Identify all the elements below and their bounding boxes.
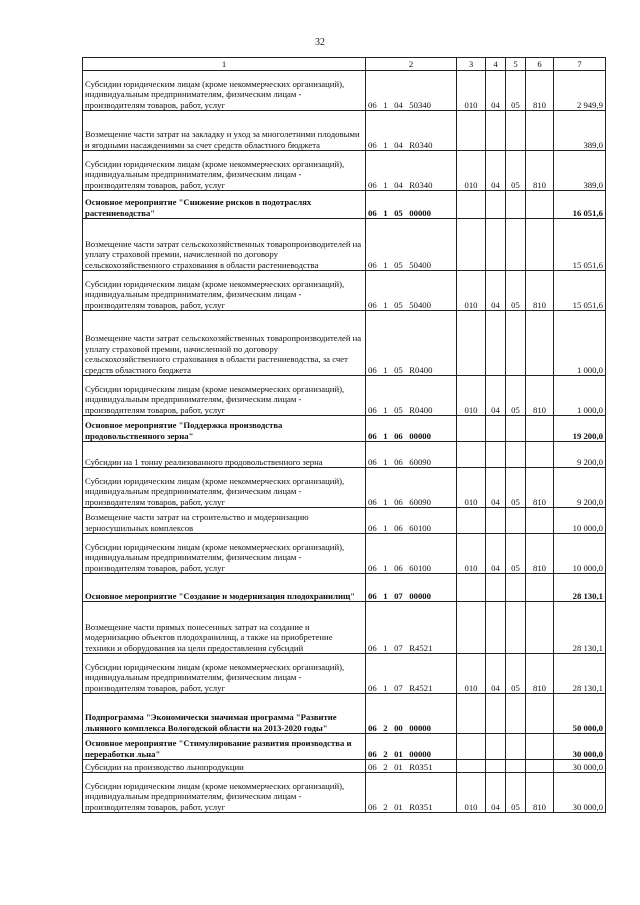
- row-col-3: [457, 111, 486, 151]
- row-col-4: 04: [486, 468, 506, 508]
- row-col-6: 810: [526, 376, 554, 416]
- row-col-5: 05: [506, 468, 526, 508]
- row-col-4: 04: [486, 71, 506, 111]
- row-amount: 1 000,0: [554, 311, 606, 376]
- row-name: Возмещение части прямых понесенных затрат на создание и модернизацию объектов плодохранилищ, а также на приобретение техники и оборудования на цели предоставления субсидий: [83, 602, 366, 654]
- row-col-6: [526, 442, 554, 468]
- row-col-6: [526, 191, 554, 219]
- table-row: [83, 508, 606, 534]
- row-col-3: 010: [457, 71, 486, 111]
- row-col-4: [486, 574, 506, 602]
- table-row: [83, 311, 606, 376]
- row-amount: 19 200,0: [554, 416, 606, 442]
- row-code: 06 2 01 R0351: [366, 760, 457, 773]
- row-col-5: [506, 734, 526, 760]
- row-col-6: 810: [526, 151, 554, 191]
- row-name: Возмещение части затрат на закладку и уход за многолетними плодовыми и ягодными насаждениями за счет средств областного бюджета: [83, 111, 366, 151]
- row-code: 06 1 05 R0400: [366, 311, 457, 376]
- row-col-4: [486, 111, 506, 151]
- row-name: Основное мероприятие "Стимулирование развития производства и переработки льна": [83, 734, 366, 760]
- row-name: Субсидии на производство льнопродукции: [83, 760, 366, 773]
- row-code: 06 1 07 R4521: [366, 602, 457, 654]
- table-row: [83, 442, 606, 468]
- row-col-4: [486, 508, 506, 534]
- row-code: 06 1 05 R0400: [366, 376, 457, 416]
- row-col-5: 05: [506, 376, 526, 416]
- row-col-3: 010: [457, 773, 486, 813]
- row-code: 06 1 04 R0340: [366, 111, 457, 151]
- row-col-3: [457, 694, 486, 734]
- row-col-5: [506, 191, 526, 219]
- header-col-6: 6: [526, 58, 554, 71]
- table-row: [83, 760, 606, 773]
- row-col-6: 810: [526, 468, 554, 508]
- row-code: 06 2 01 00000: [366, 734, 457, 760]
- row-col-6: [526, 111, 554, 151]
- row-col-6: 810: [526, 71, 554, 111]
- row-name: Субсидии юридическим лицам (кроме некоммерческих организаций), индивидуальным предпринимателям, физическим лицам - производителям товаров, работ, услуг: [83, 654, 366, 694]
- table-row: [83, 416, 606, 442]
- row-col-3: [457, 508, 486, 534]
- row-name: Субсидии юридическим лицам (кроме некоммерческих организаций), индивидуальным предпринимателям, физическим лицам - производителям товаров, работ, услуг: [83, 151, 366, 191]
- row-amount: 30 000,0: [554, 773, 606, 813]
- row-col-5: [506, 111, 526, 151]
- row-amount: 15 051,6: [554, 219, 606, 271]
- row-code: 06 1 05 50400: [366, 271, 457, 311]
- header-col-1: 1: [83, 58, 366, 71]
- row-col-5: 05: [506, 773, 526, 813]
- row-name: Субсидии юридическим лицам (кроме некоммерческих организаций), индивидуальным предпринимателям, физическим лицам - производителям товаров, работ, услуг: [83, 71, 366, 111]
- row-code: 06 1 04 R0340: [366, 151, 457, 191]
- row-amount: 28 130,1: [554, 574, 606, 602]
- row-code: 06 1 06 60100: [366, 508, 457, 534]
- row-col-3: [457, 416, 486, 442]
- row-amount: 9 200,0: [554, 442, 606, 468]
- row-col-3: 010: [457, 271, 486, 311]
- table-row: [83, 534, 606, 574]
- row-amount: 50 000,0: [554, 694, 606, 734]
- header-row: [83, 58, 606, 71]
- row-name: Субсидии юридическим лицам (кроме некоммерческих организаций), индивидуальным предпринимателям, физическим лицам - производителям товаров, работ, услуг: [83, 534, 366, 574]
- row-col-5: [506, 311, 526, 376]
- row-col-3: [457, 219, 486, 271]
- row-col-6: 810: [526, 271, 554, 311]
- row-col-5: [506, 694, 526, 734]
- row-col-4: [486, 442, 506, 468]
- table-row: [83, 773, 606, 813]
- row-col-5: [506, 602, 526, 654]
- row-code: 06 1 06 00000: [366, 416, 457, 442]
- row-col-4: [486, 694, 506, 734]
- row-code: 06 2 00 00000: [366, 694, 457, 734]
- row-name: Основное мероприятие "Поддержка производства продовольственного зерна": [83, 416, 366, 442]
- row-col-5: [506, 760, 526, 773]
- row-col-6: [526, 694, 554, 734]
- row-col-5: [506, 416, 526, 442]
- row-amount: 16 051,6: [554, 191, 606, 219]
- row-col-3: [457, 574, 486, 602]
- row-col-5: 05: [506, 151, 526, 191]
- row-col-4: [486, 219, 506, 271]
- header-col-7: 7: [554, 58, 606, 71]
- row-col-5: [506, 508, 526, 534]
- row-col-3: 010: [457, 468, 486, 508]
- row-name: Основное мероприятие "Создание и модернизация плодохранилищ": [83, 574, 366, 602]
- row-col-5: [506, 574, 526, 602]
- row-code: 06 1 07 00000: [366, 574, 457, 602]
- row-name: Субсидии на 1 тонну реализованного продовольственного зерна: [83, 442, 366, 468]
- row-amount: 30 000,0: [554, 734, 606, 760]
- table-row: [83, 219, 606, 271]
- row-amount: 15 051,6: [554, 271, 606, 311]
- row-name: Возмещение части затрат сельскохозяйственных товаропроизводителей на уплату страховой премии, начисленной по договору сельскохозяйственного страхования в области растениеводства, за счет средств областного бюджета: [83, 311, 366, 376]
- row-col-4: 04: [486, 376, 506, 416]
- row-code: 06 1 06 60100: [366, 534, 457, 574]
- table-row: [83, 694, 606, 734]
- row-col-5: 05: [506, 654, 526, 694]
- row-col-3: 010: [457, 151, 486, 191]
- row-code: 06 1 04 50340: [366, 71, 457, 111]
- row-name: Субсидии юридическим лицам (кроме некоммерческих организаций), индивидуальным предпринимателям, физическим лицам - производителям товаров, работ, услуг: [83, 468, 366, 508]
- row-col-3: 010: [457, 654, 486, 694]
- row-name: Подпрограмма "Экономически значимая программа "Развитие льняного комплекса Вологодской области на 2013-2020 годы": [83, 694, 366, 734]
- row-col-4: [486, 311, 506, 376]
- table-row: [83, 602, 606, 654]
- row-col-4: [486, 760, 506, 773]
- row-code: 06 1 06 60090: [366, 468, 457, 508]
- table-row: [83, 191, 606, 219]
- row-amount: 10 000,0: [554, 508, 606, 534]
- row-code: 06 2 01 R0351: [366, 773, 457, 813]
- row-col-3: 010: [457, 376, 486, 416]
- row-col-5: [506, 219, 526, 271]
- row-amount: 389,0: [554, 111, 606, 151]
- row-col-4: [486, 734, 506, 760]
- row-col-6: [526, 219, 554, 271]
- row-col-4: 04: [486, 773, 506, 813]
- row-col-6: 810: [526, 773, 554, 813]
- row-name: Возмещение части затрат сельскохозяйственных товаропроизводителей на уплату страховой премии, начисленной по договору сельскохозяйственного страхования в области растениеводства: [83, 219, 366, 271]
- header-col-3: 3: [457, 58, 486, 71]
- table-row: [83, 111, 606, 151]
- row-col-3: 010: [457, 534, 486, 574]
- table-row: [83, 574, 606, 602]
- row-col-6: 810: [526, 654, 554, 694]
- row-code: 06 1 05 00000: [366, 191, 457, 219]
- row-col-6: [526, 311, 554, 376]
- page-number: 32: [315, 37, 325, 48]
- row-col-4: [486, 191, 506, 219]
- row-code: 06 1 05 50400: [366, 219, 457, 271]
- row-col-3: [457, 760, 486, 773]
- row-name: Субсидии юридическим лицам (кроме некоммерческих организаций), индивидуальным предпринимателям, физическим лицам - производителям товаров, работ, услуг: [83, 271, 366, 311]
- table-row: [83, 151, 606, 191]
- row-col-3: [457, 734, 486, 760]
- row-col-5: 05: [506, 271, 526, 311]
- row-amount: 2 949,9: [554, 71, 606, 111]
- row-col-6: [526, 508, 554, 534]
- row-col-6: [526, 602, 554, 654]
- header-col-4: 4: [486, 58, 506, 71]
- row-col-3: [457, 311, 486, 376]
- row-col-3: [457, 191, 486, 219]
- row-col-6: [526, 760, 554, 773]
- table-row: [83, 71, 606, 111]
- row-amount: 28 130,1: [554, 602, 606, 654]
- budget-table: [82, 57, 606, 813]
- row-amount: 9 200,0: [554, 468, 606, 508]
- table-row: [83, 376, 606, 416]
- row-col-4: 04: [486, 151, 506, 191]
- row-col-4: 04: [486, 271, 506, 311]
- row-amount: 1 000,0: [554, 376, 606, 416]
- table-row: [83, 734, 606, 760]
- row-name: Возмещение части затрат на строительство и модернизацию зерносушильных комплексов: [83, 508, 366, 534]
- row-col-6: [526, 416, 554, 442]
- row-code: 06 1 07 R4521: [366, 654, 457, 694]
- header-col-5: 5: [506, 58, 526, 71]
- row-col-5: 05: [506, 71, 526, 111]
- row-col-4: [486, 602, 506, 654]
- row-amount: 28 130,1: [554, 654, 606, 694]
- table-row: [83, 654, 606, 694]
- table-row: [83, 468, 606, 508]
- row-col-6: [526, 574, 554, 602]
- row-name: Основное мероприятие "Снижение рисков в подотраслях растениеводства": [83, 191, 366, 219]
- row-col-5: [506, 442, 526, 468]
- row-col-3: [457, 442, 486, 468]
- row-col-4: [486, 416, 506, 442]
- row-col-3: [457, 602, 486, 654]
- row-col-6: [526, 734, 554, 760]
- row-col-4: 04: [486, 654, 506, 694]
- row-col-5: 05: [506, 534, 526, 574]
- row-col-4: 04: [486, 534, 506, 574]
- row-name: Субсидии юридическим лицам (кроме некоммерческих организаций), индивидуальным предпринимателям, физическим лицам - производителям товаров, работ, услуг: [83, 773, 366, 813]
- row-col-6: 810: [526, 534, 554, 574]
- header-col-2: 2: [366, 58, 457, 71]
- row-name: Субсидии юридическим лицам (кроме некоммерческих организаций), индивидуальным предпринимателям, физическим лицам - производителям товаров, работ, услуг: [83, 376, 366, 416]
- row-amount: 30 000,0: [554, 760, 606, 773]
- table-row: [83, 271, 606, 311]
- row-amount: 389,0: [554, 151, 606, 191]
- row-code: 06 1 06 60090: [366, 442, 457, 468]
- row-amount: 10 000,0: [554, 534, 606, 574]
